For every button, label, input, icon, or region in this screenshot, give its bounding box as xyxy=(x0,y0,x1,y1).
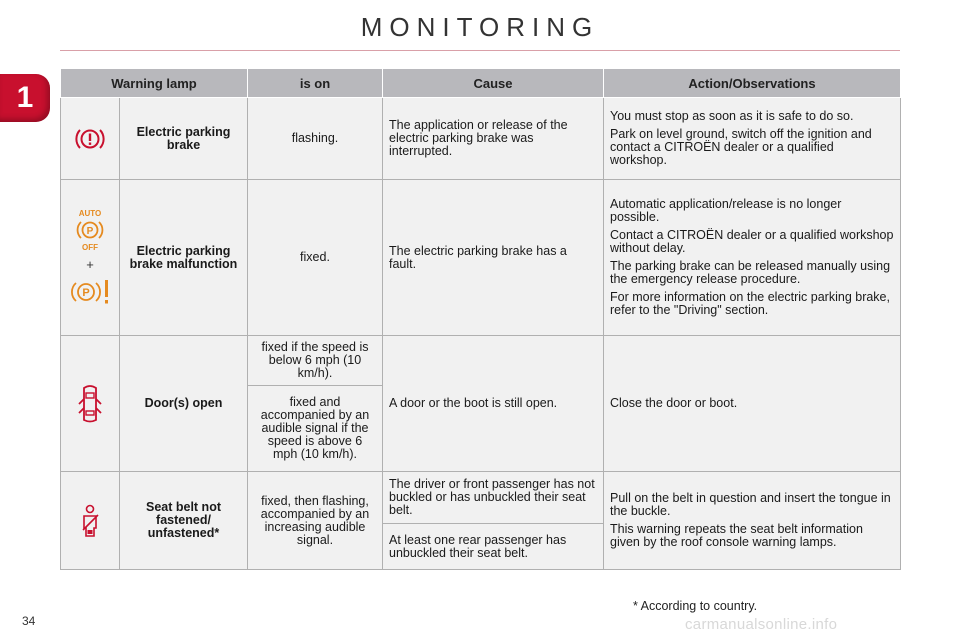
header-is-on: is on xyxy=(248,69,383,98)
cause-text: The electric parking brake has a fault. xyxy=(383,180,604,336)
header-cause: Cause xyxy=(383,69,604,98)
action-text: Park on level ground, switch off the ignition and contact a CITROËN dealer or a qualified workshop. xyxy=(610,127,872,167)
icon-cell xyxy=(61,472,120,570)
icon-cell xyxy=(61,98,120,180)
page-title: MONITORING xyxy=(360,12,600,42)
is-on-value: fixed, then flashing, accompanied by an increasing audible signal. xyxy=(248,472,383,570)
table-row xyxy=(61,336,901,386)
is-on-value: fixed. xyxy=(248,180,383,336)
cause-text: The driver or front passenger has not buckled or has unbuckled their seat belt. xyxy=(383,472,604,524)
action-text: Pull on the belt in question and insert the tongue in the buckle. xyxy=(610,491,891,518)
action-cell xyxy=(604,180,901,336)
cause-text: The application or release of the electric parking brake was interrupted. xyxy=(383,98,604,180)
p-letter: P xyxy=(82,287,90,299)
table-row xyxy=(61,472,901,524)
lamp-name: Electric parking brake malfunction xyxy=(120,180,248,336)
door-open-car-icon xyxy=(77,384,103,424)
is-on-value: fixed and accompanied by an audible signal if the speed is above 6 mph (10 km/h). xyxy=(248,386,383,472)
chapter-tab: 1 xyxy=(0,74,50,122)
footnote: * According to country. xyxy=(633,599,758,613)
warning-lamp-table xyxy=(60,68,901,570)
header-warning-lamp: Warning lamp xyxy=(61,69,248,98)
p-letter: P xyxy=(86,226,94,237)
lamp-name: Electric parking brake xyxy=(120,98,248,180)
action-cell xyxy=(604,472,901,570)
auto-label: AUTO xyxy=(78,209,102,218)
is-on-value: flashing. xyxy=(248,98,383,180)
lamp-name: Door(s) open xyxy=(120,336,248,472)
action-cell xyxy=(604,98,901,180)
cause-text: A door or the boot is still open. xyxy=(383,336,604,472)
action-text: You must stop as soon as it is safe to do so. xyxy=(610,109,854,123)
table-row xyxy=(61,98,901,180)
action-text: For more information on the electric parking brake, refer to the "Driving" section. xyxy=(610,290,890,317)
action-text: This warning repeats the seat belt information given by the roof console warning lamps. xyxy=(610,522,863,549)
icon-cell xyxy=(61,336,120,472)
plus-sign: + xyxy=(86,257,94,272)
brake-exclamation-icon xyxy=(75,126,105,152)
action-text: Contact a CITROËN dealer or a qualified workshop without delay. xyxy=(610,228,894,255)
title-divider xyxy=(60,50,900,51)
p-exclamation-icon xyxy=(68,277,112,307)
off-label: OFF xyxy=(82,243,98,252)
header-action: Action/Observations xyxy=(604,69,901,98)
table-header-row xyxy=(61,69,901,98)
action-text: Automatic application/release is no longer possible. xyxy=(610,197,842,224)
action-text: Close the door or boot. xyxy=(604,336,901,472)
action-text: The parking brake can be released manually using the emergency release procedure. xyxy=(610,259,891,286)
lamp-name: Seat belt not fastened/ unfastened* xyxy=(120,472,248,570)
seat-belt-icon xyxy=(78,504,102,538)
icon-cell xyxy=(61,180,120,336)
auto-p-off-icon xyxy=(73,208,107,252)
table-row xyxy=(61,180,901,336)
is-on-value: fixed if the speed is below 6 mph (10 km/h). xyxy=(248,336,383,386)
watermark: carmanualsonline.info xyxy=(685,616,838,633)
page-number: 34 xyxy=(22,614,36,628)
cause-text: At least one rear passenger has unbuckled their seat belt. xyxy=(383,524,604,570)
